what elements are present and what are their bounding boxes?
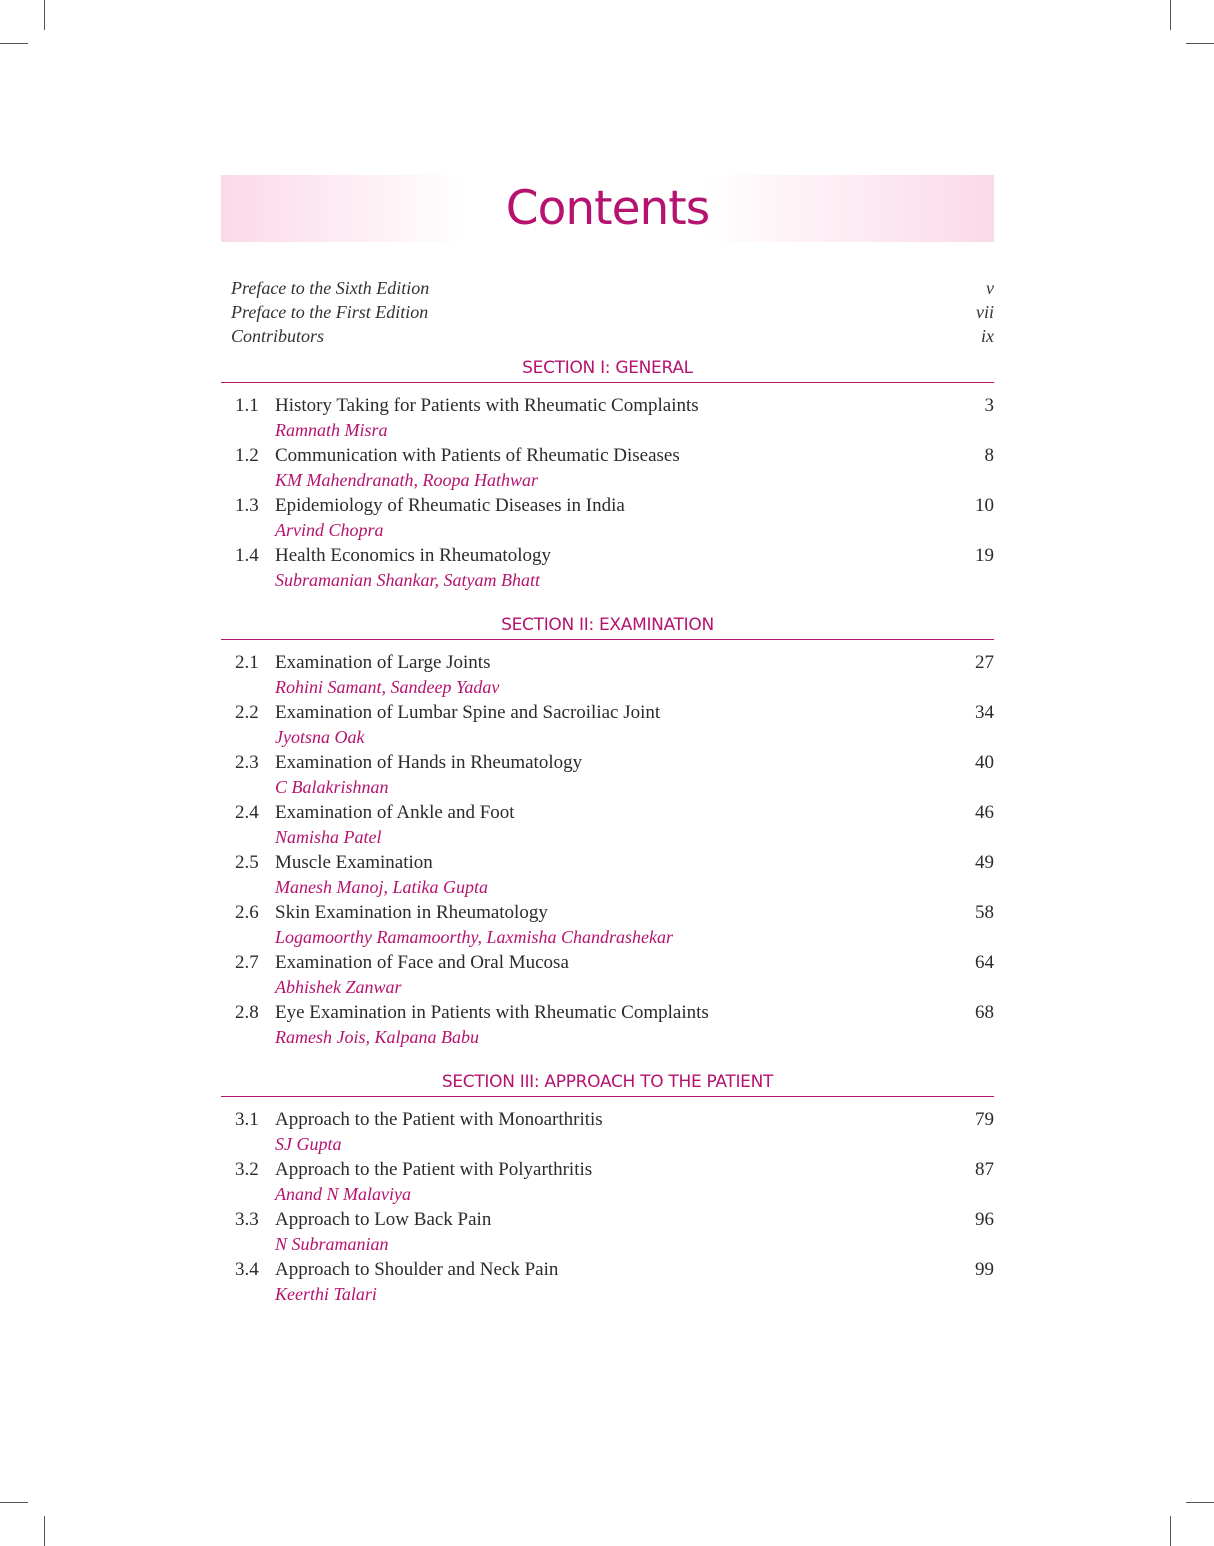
toc-entry[interactable] bbox=[221, 443, 994, 493]
chapter-title: Examination of Ankle and Foot bbox=[275, 802, 515, 823]
entry-line bbox=[221, 1157, 994, 1182]
chapter-title: Examination of Face and Oral Mucosa bbox=[275, 952, 569, 973]
crop-mark bbox=[1170, 0, 1171, 30]
toc-section bbox=[221, 358, 994, 593]
sections-list bbox=[221, 358, 994, 1307]
page-title: Contents bbox=[505, 181, 710, 236]
toc-section bbox=[221, 1072, 994, 1307]
chapter-title: Epidemiology of Rheumatic Diseases in India bbox=[275, 495, 625, 516]
chapter-authors: Ramesh Jois, Kalpana Babu bbox=[275, 1027, 479, 1047]
chapter-title: Approach to the Patient with Polyarthritis bbox=[275, 1159, 593, 1180]
chapter-number: 3.2 bbox=[235, 1159, 259, 1180]
prelim-entry[interactable] bbox=[221, 300, 994, 324]
chapter-number: 2.6 bbox=[235, 902, 259, 923]
title-band bbox=[221, 175, 994, 242]
crop-mark bbox=[1170, 1516, 1171, 1546]
page-number: 3 bbox=[984, 395, 994, 416]
page-number: 46 bbox=[975, 802, 994, 823]
entry-line bbox=[221, 1207, 994, 1232]
chapter-authors: C Balakrishnan bbox=[275, 777, 389, 797]
prelim-entry[interactable] bbox=[221, 276, 994, 300]
chapter-number: 2.8 bbox=[235, 1002, 259, 1023]
chapter-number: 2.1 bbox=[235, 652, 259, 673]
page-number: 10 bbox=[975, 495, 994, 516]
chapter-number: 2.7 bbox=[235, 952, 259, 973]
chapter-authors: Keerthi Talari bbox=[275, 1284, 377, 1304]
toc-entry[interactable] bbox=[221, 750, 994, 800]
crop-mark bbox=[44, 0, 45, 30]
chapter-title: Communication with Patients of Rheumatic Diseases bbox=[275, 445, 680, 466]
section-heading: SECTION I: GENERAL bbox=[221, 358, 994, 383]
entry-line bbox=[221, 443, 994, 468]
entry-line bbox=[221, 950, 994, 975]
prelims-list bbox=[221, 276, 994, 348]
chapter-number: 3.4 bbox=[235, 1259, 259, 1280]
chapter-number: 3.3 bbox=[235, 1209, 259, 1230]
toc-entry[interactable] bbox=[221, 1207, 994, 1257]
entry-line bbox=[221, 493, 994, 518]
chapter-number: 2.4 bbox=[235, 802, 259, 823]
entry-line bbox=[221, 393, 994, 418]
entry-line bbox=[221, 850, 994, 875]
page-number: 96 bbox=[975, 1209, 994, 1230]
chapter-title: Approach to the Patient with Monoarthritis bbox=[275, 1109, 603, 1130]
prelim-page-number: ix bbox=[981, 326, 994, 346]
page-number: 19 bbox=[975, 545, 994, 566]
chapter-number: 3.1 bbox=[235, 1109, 259, 1130]
toc-entry[interactable] bbox=[221, 900, 994, 950]
chapter-authors: Ramnath Misra bbox=[275, 420, 388, 440]
chapter-number: 2.5 bbox=[235, 852, 259, 873]
page-number: 58 bbox=[975, 902, 994, 923]
toc-entry[interactable] bbox=[221, 650, 994, 700]
chapter-title: Health Economics in Rheumatology bbox=[275, 545, 551, 566]
toc-entry[interactable] bbox=[221, 1157, 994, 1207]
entry-line bbox=[221, 543, 994, 568]
toc-entry[interactable] bbox=[221, 1000, 994, 1050]
chapter-title: Approach to Shoulder and Neck Pain bbox=[275, 1259, 559, 1280]
chapter-number: 1.2 bbox=[235, 445, 259, 466]
prelim-title: Preface to the First Edition bbox=[231, 302, 429, 322]
prelim-entry[interactable] bbox=[221, 324, 994, 348]
chapter-authors: Anand N Malaviya bbox=[275, 1184, 411, 1204]
prelim-title: Preface to the Sixth Edition bbox=[231, 278, 430, 298]
toc-entry[interactable] bbox=[221, 393, 994, 443]
section-heading: SECTION II: EXAMINATION bbox=[221, 615, 994, 640]
entry-line bbox=[221, 1107, 994, 1132]
section-spacer bbox=[221, 1050, 994, 1072]
chapter-authors: Logamoorthy Ramamoorthy, Laxmisha Chandrashekar bbox=[275, 927, 674, 947]
table-of-contents bbox=[221, 276, 994, 1307]
chapter-title: Examination of Hands in Rheumatology bbox=[275, 752, 583, 773]
chapter-title: History Taking for Patients with Rheumatic Complaints bbox=[275, 395, 699, 416]
chapter-number: 1.3 bbox=[235, 495, 259, 516]
entry-line bbox=[221, 750, 994, 775]
page-number: 40 bbox=[975, 752, 994, 773]
page-number: 79 bbox=[975, 1109, 994, 1130]
toc-entry[interactable] bbox=[221, 800, 994, 850]
chapter-title: Skin Examination in Rheumatology bbox=[275, 902, 548, 923]
page-number: 27 bbox=[975, 652, 994, 673]
section-spacer bbox=[221, 593, 994, 615]
toc-entry[interactable] bbox=[221, 1257, 994, 1307]
chapter-authors: Jyotsna Oak bbox=[275, 727, 365, 747]
chapter-title: Examination of Lumbar Spine and Sacroiliac Joint bbox=[275, 702, 661, 723]
toc-entry[interactable] bbox=[221, 850, 994, 900]
chapter-title: Muscle Examination bbox=[275, 852, 433, 873]
page-number: 49 bbox=[975, 852, 994, 873]
toc-entry[interactable] bbox=[221, 950, 994, 1000]
entry-line bbox=[221, 900, 994, 925]
page-number: 8 bbox=[984, 445, 994, 466]
entry-line bbox=[221, 700, 994, 725]
toc-entry[interactable] bbox=[221, 700, 994, 750]
chapter-authors: Subramanian Shankar, Satyam Bhatt bbox=[275, 570, 540, 590]
toc-entry[interactable] bbox=[221, 543, 994, 593]
entry-line bbox=[221, 650, 994, 675]
chapter-number: 2.2 bbox=[235, 702, 259, 723]
chapter-authors: Namisha Patel bbox=[275, 827, 382, 847]
toc-section bbox=[221, 615, 994, 1050]
chapter-number: 2.3 bbox=[235, 752, 259, 773]
chapter-title: Examination of Large Joints bbox=[275, 652, 491, 673]
page-number: 99 bbox=[975, 1259, 994, 1280]
toc-entry[interactable] bbox=[221, 493, 994, 543]
chapter-number: 1.1 bbox=[235, 395, 259, 416]
chapter-title: Approach to Low Back Pain bbox=[275, 1209, 492, 1230]
chapter-authors: Arvind Chopra bbox=[275, 520, 384, 540]
chapter-authors: Abhishek Zanwar bbox=[275, 977, 402, 997]
chapter-authors: KM Mahendranath, Roopa Hathwar bbox=[275, 470, 538, 490]
chapter-number: 1.4 bbox=[235, 545, 259, 566]
chapter-title: Eye Examination in Patients with Rheumatic Complaints bbox=[275, 1002, 709, 1023]
chapter-authors: N Subramanian bbox=[275, 1234, 389, 1254]
page-number: 34 bbox=[975, 702, 994, 723]
entry-line bbox=[221, 1257, 994, 1282]
toc-entry[interactable] bbox=[221, 1107, 994, 1157]
section-heading: SECTION III: APPROACH TO THE PATIENT bbox=[221, 1072, 994, 1097]
entry-line bbox=[221, 1000, 994, 1025]
chapter-authors: Manesh Manoj, Latika Gupta bbox=[275, 877, 488, 897]
page-number: 68 bbox=[975, 1002, 994, 1023]
page-number: 87 bbox=[975, 1159, 994, 1180]
crop-mark bbox=[0, 1502, 28, 1503]
prelim-page-number: v bbox=[986, 278, 994, 298]
entry-line bbox=[221, 800, 994, 825]
prelim-title: Contributors bbox=[231, 326, 325, 346]
page-number: 64 bbox=[975, 952, 994, 973]
chapter-authors: SJ Gupta bbox=[275, 1134, 342, 1154]
crop-mark bbox=[44, 1516, 45, 1546]
crop-mark bbox=[0, 43, 28, 44]
prelim-page-number: vii bbox=[976, 302, 994, 322]
crop-mark bbox=[1186, 1502, 1214, 1503]
crop-mark bbox=[1186, 43, 1214, 44]
chapter-authors: Rohini Samant, Sandeep Yadav bbox=[275, 677, 500, 697]
